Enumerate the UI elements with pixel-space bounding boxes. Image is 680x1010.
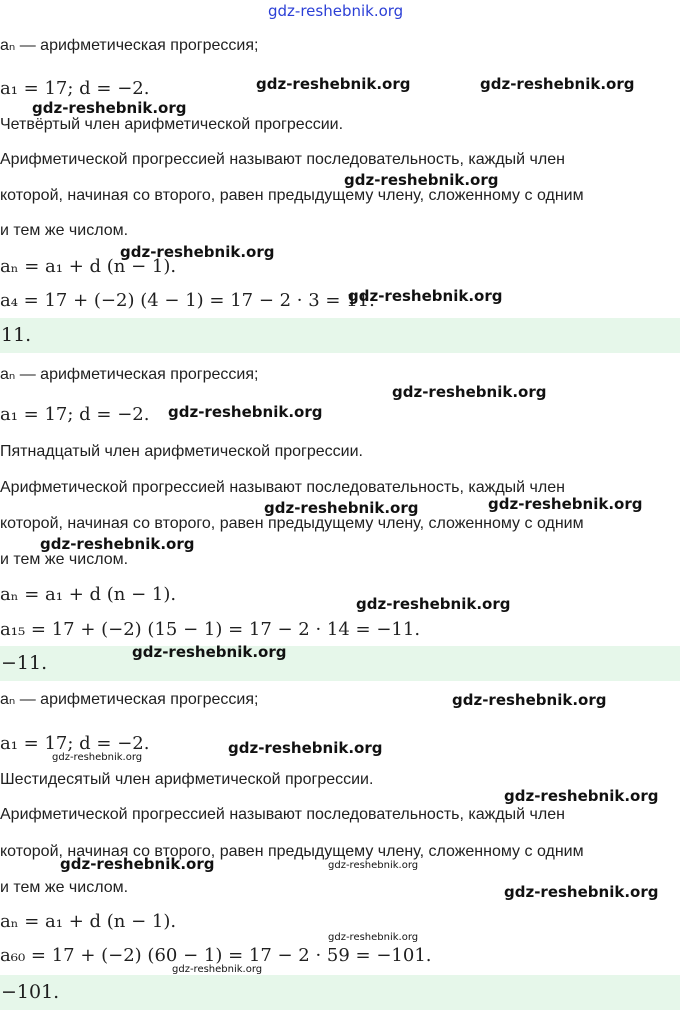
watermark: gdz-reshebnik.org xyxy=(40,535,195,553)
watermark: gdz-reshebnik.org xyxy=(32,99,187,117)
watermark: gdz-reshebnik.org xyxy=(392,383,547,401)
watermark: gdz-reshebnik.org xyxy=(264,499,419,517)
watermark: gdz-reshebnik.org xyxy=(452,691,607,709)
watermark: gdz-reshebnik.org xyxy=(228,739,383,757)
watermark: gdz-reshebnik.org xyxy=(480,75,635,93)
definition-line-3: и тем же числом. xyxy=(0,551,129,568)
watermark: gdz-reshebnik.org xyxy=(504,883,659,901)
formula-line: aₙ = a₁ + d (n − 1). xyxy=(0,911,177,932)
watermark-small: gdz-reshebnik.org xyxy=(328,860,419,871)
definition-line-3: и тем же числом. xyxy=(0,222,129,239)
given-line: aₙ — арифметическая прогрессия; xyxy=(0,691,259,708)
watermark: gdz-reshebnik.org xyxy=(132,643,287,661)
formula-line: aₙ = a₁ + d (n − 1). xyxy=(0,256,177,277)
watermark-small: gdz-reshebnik.org xyxy=(328,932,419,943)
definition-line-3: и тем же числом. xyxy=(0,879,129,896)
formula-line: aₙ = a₁ + d (n − 1). xyxy=(0,584,177,605)
watermark: gdz-reshebnik.org xyxy=(256,75,411,93)
definition-line-1: Арифметической прогрессией называют последовательность, каждый член xyxy=(0,806,565,823)
answer-box: 11. xyxy=(0,318,680,353)
given-line: aₙ — арифметическая прогрессия; xyxy=(0,37,259,54)
find-line: Шестидесятый член арифметической прогрессии. xyxy=(0,771,374,788)
watermark: gdz-reshebnik.org xyxy=(344,171,499,189)
values-line: a₁ = 17; d = −2. xyxy=(0,404,150,425)
definition-line-2: которой, начиная со второго, равен предыдущему члену, сложенному с одним xyxy=(0,515,584,532)
calculation-line: a₁₅ = 17 + (−2) (15 − 1) = 17 − 2 · 14 = −11. xyxy=(0,619,421,640)
watermark-small: gdz-reshebnik.org xyxy=(172,964,263,975)
watermark: gdz-reshebnik.org xyxy=(348,287,503,305)
find-line: Пятнадцатый член арифметической прогрессии. xyxy=(0,443,363,460)
definition-line-1: Арифметической прогрессией называют последовательность, каждый член xyxy=(0,479,565,496)
watermark: gdz-reshebnik.org xyxy=(120,243,275,261)
watermark: gdz-reshebnik.org xyxy=(356,595,511,613)
definition-line-2: которой, начиная со второго, равен предыдущему члену, сложенному с одним xyxy=(0,187,584,204)
watermark: gdz-reshebnik.org xyxy=(504,787,659,805)
definition-line-2: которой, начиная со второго, равен предыдущему члену, сложенному с одним xyxy=(0,843,584,860)
watermark: gdz-reshebnik.org xyxy=(60,855,215,873)
site-watermark-top[interactable]: gdz-reshebnik.org xyxy=(268,2,404,20)
answer-box: −11. xyxy=(0,646,680,681)
watermark-small: gdz-reshebnik.org xyxy=(52,752,143,763)
values-line: a₁ = 17; d = −2. xyxy=(0,78,150,99)
watermark: gdz-reshebnik.org xyxy=(488,495,643,513)
calculation-line: a₆₀ = 17 + (−2) (60 − 1) = 17 − 2 · 59 = −101. xyxy=(0,945,432,966)
definition-line-1: Арифметической прогрессией называют последовательность, каждый член xyxy=(0,151,565,168)
values-line: a₁ = 17; d = −2. xyxy=(0,733,150,754)
watermark: gdz-reshebnik.org xyxy=(168,403,323,421)
given-line: aₙ — арифметическая прогрессия; xyxy=(0,366,259,383)
answer-box: −101. xyxy=(0,975,680,1010)
calculation-line: a₄ = 17 + (−2) (4 − 1) = 17 − 2 · 3 = 11. xyxy=(0,290,375,311)
find-line: Четвёртый член арифметической прогрессии. xyxy=(0,116,344,133)
